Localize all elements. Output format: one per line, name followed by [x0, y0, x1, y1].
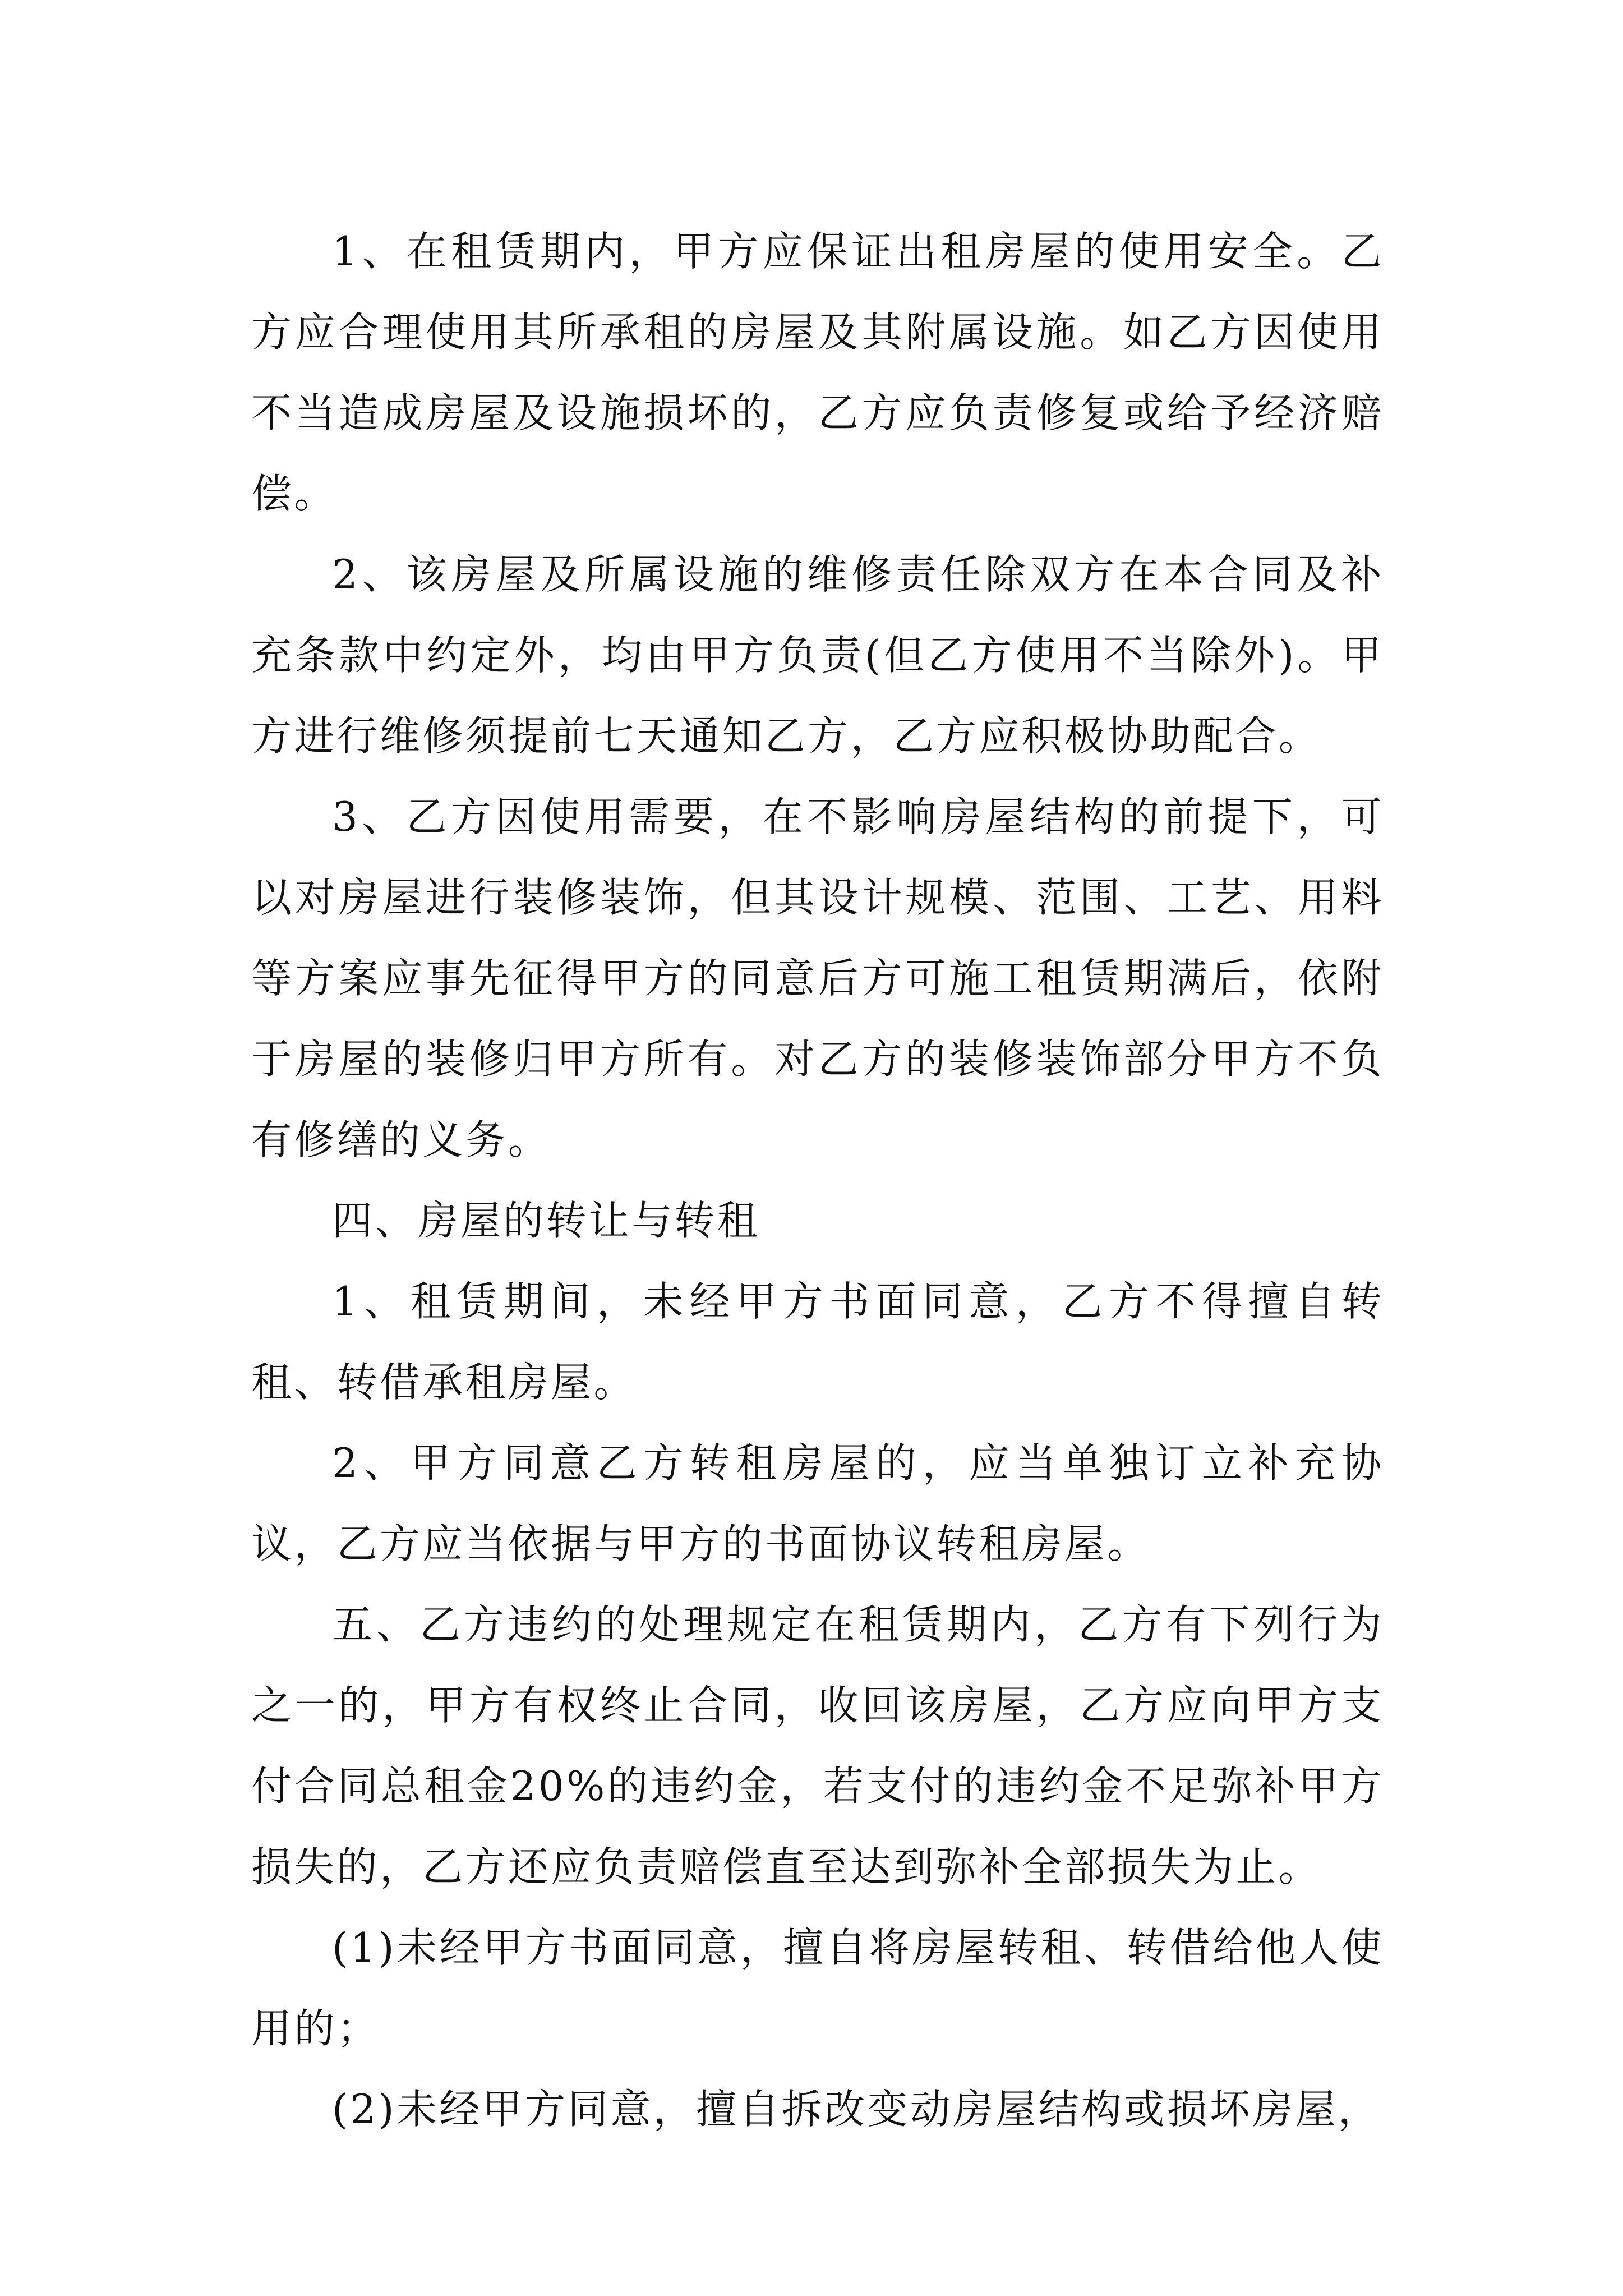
section-heading-transfer: 四、房屋的转让与转租: [332, 1197, 760, 1244]
paragraph-clause-4-1: 1、租赁期间，未经甲方书面同意，乙方不得擅自转租、转借承租房屋。: [251, 1278, 1384, 1406]
paragraph-breach-item-1: (1)未经甲方书面同意，擅自将房屋转租、转借给他人使用的；: [251, 1924, 1384, 2052]
section-heading-breach: 五、乙方违约的处理规定在租赁期内，乙方有下列行为之一的，甲方有权终止合同，收回该房屋，乙方应向甲方支付合同总租金20%的违约金，若支付的违约金不足弥补甲方损失的，乙方还应负责赔偿直至达到弥补全部损失为止。: [251, 1601, 1384, 1890]
paragraph-breach-item-2: (2)未经甲方同意，擅自拆改变动房屋结构或损坏房屋，: [332, 2086, 1381, 2133]
document-body: [251, 211, 1384, 2150]
paragraph-clause-3-1: 1、在租赁期内，甲方应保证出租房屋的使用安全。乙方应合理使用其所承租的房屋及其附属设施。如乙方因使用不当造成房屋及设施损坏的，乙方应负责修复或给予经济赔偿。: [251, 228, 1384, 517]
paragraph-clause-3-3: 3、乙方因使用需要，在不影响房屋结构的前提下，可以对房屋进行装修装饰，但其设计规模、范围、工艺、用料等方案应事先征得甲方的同意后方可施工租赁期满后，依附于房屋的装修归甲方所有。对乙方的装修装饰部分甲方不负有修缮的义务。: [251, 793, 1384, 1163]
paragraph-clause-3-2: 2、该房屋及所属设施的维修责任除双方在本合同及补充条款中约定外，均由甲方负责(但乙方使用不当除外)。甲方进行维修须提前七天通知乙方，乙方应积极协助配合。: [251, 551, 1384, 760]
paragraph-clause-4-2: 2、甲方同意乙方转租房屋的，应当单独订立补充协议，乙方应当依据与甲方的书面协议转租房屋。: [251, 1439, 1384, 1567]
